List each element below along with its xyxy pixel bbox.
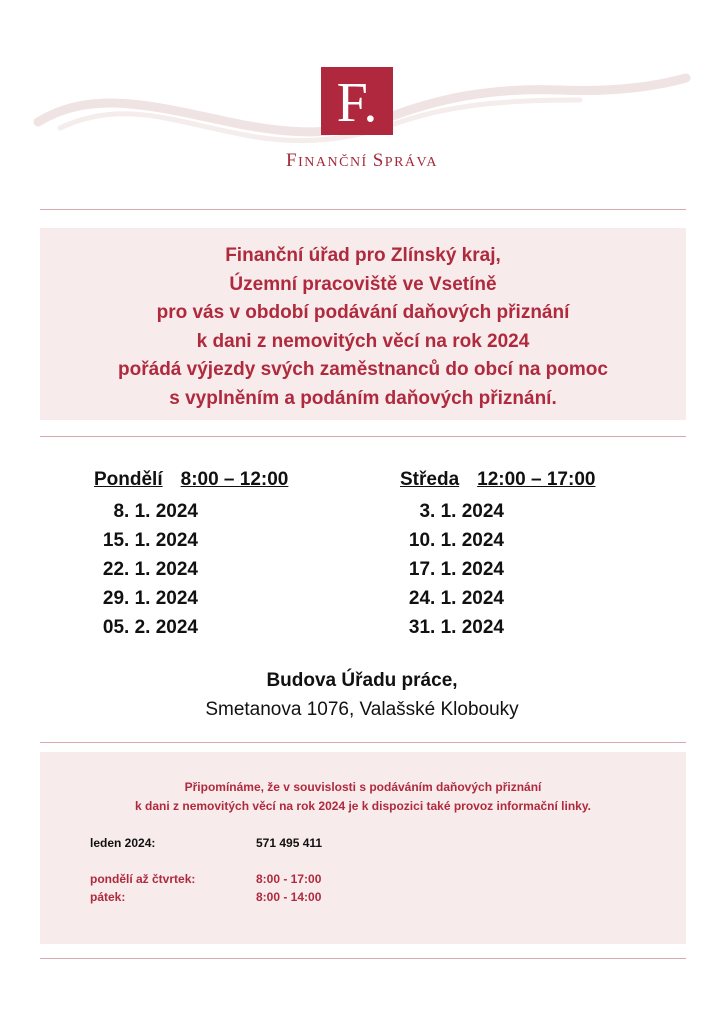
announcement-line: pořádá výjezdy svých zaměstnanců do obcí na pomoc (118, 359, 608, 380)
info-note (40, 778, 686, 816)
weekdays-hours: 8:00 - 17:00 (256, 872, 322, 886)
schedule-heading: Středa 12:00 – 17:00 (400, 469, 596, 490)
date-item: 31. 1. 2024 (408, 617, 504, 638)
logo (321, 67, 393, 135)
announcement-line: pro vás v období podávání daňových přiznání (156, 302, 570, 323)
month-label: leden 2024: (90, 836, 156, 850)
divider (40, 209, 686, 210)
date-item: 10. 1. 2024 (408, 530, 504, 551)
date-item: 24. 1. 2024 (408, 588, 504, 609)
date-item: 05. 2. 2024 (102, 617, 198, 638)
date-item: 3. 1. 2024 (419, 501, 504, 522)
phone-number: 571 495 411 (256, 836, 323, 850)
address-title: Budova Úřadu práce, (266, 670, 458, 691)
schedule-monday (94, 468, 288, 642)
schedule-wednesday (400, 468, 595, 642)
friday-label: pátek: (90, 890, 126, 904)
announcement-box (40, 228, 686, 420)
divider (40, 436, 686, 437)
info-note-line: k dani z nemovitých věcí na rok 2024 je k dispozici také provoz informační linky. (135, 799, 591, 813)
info-box (40, 752, 686, 944)
date-item: 17. 1. 2024 (408, 559, 504, 580)
announcement-line: Finanční úřad pro Zlínský kraj, (225, 245, 501, 266)
logo-letter: F. (336, 72, 378, 134)
announcement-text (40, 242, 686, 413)
date-list (94, 497, 288, 642)
brand-name: FINANČNÍ SPRÁVA (286, 150, 438, 171)
announcement-line: s vyplněním a podáním daňových přiznání. (169, 387, 557, 409)
date-item: 22. 1. 2024 (102, 559, 198, 580)
date-item: 29. 1. 2024 (102, 588, 198, 609)
date-item: 15. 1. 2024 (102, 530, 198, 551)
friday-hours: 8:00 - 14:00 (256, 890, 322, 904)
date-list (400, 497, 595, 642)
info-note-line: Připomínáme, že v souvislosti s podáváním daňových přiznání (184, 780, 542, 794)
date-item: 8. 1. 2024 (113, 501, 198, 522)
weekdays-label: pondělí až čtvrtek: (90, 872, 196, 886)
divider (40, 958, 686, 959)
schedule-heading: Pondělí 8:00 – 12:00 (94, 469, 289, 490)
announcement-line: k dani z nemovitých věcí na rok 2024 (196, 330, 530, 352)
divider (40, 742, 686, 743)
announcement-line: Územní pracoviště ve Vsetíně (229, 273, 497, 295)
address-line: Smetanova 1076, Valašské Klobouky (205, 699, 519, 720)
